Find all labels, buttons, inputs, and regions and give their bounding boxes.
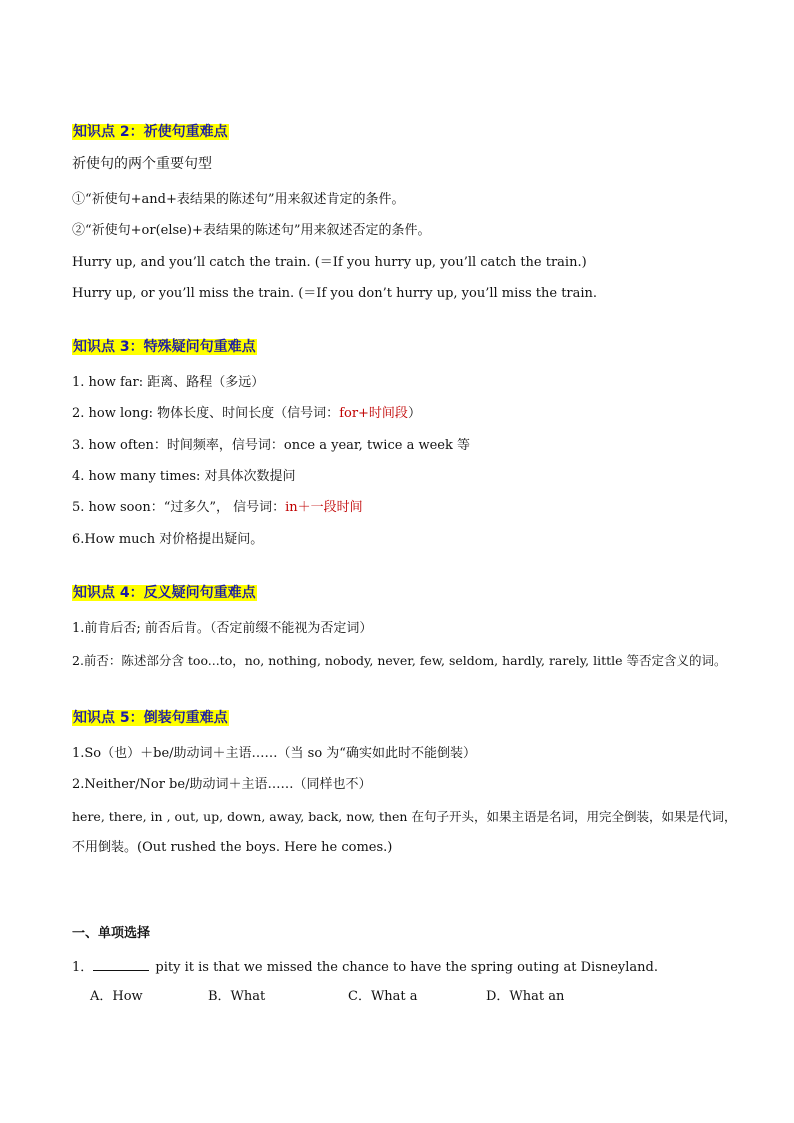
section-5-heading-line [72, 709, 229, 728]
section-2-subtitle: 祈使句的两个重要句型 [72, 156, 212, 172]
option-a[interactable]: A．How [90, 989, 143, 1004]
section-3-heading: 知识点 3：特殊疑问句重难点 [73, 339, 256, 355]
section-4-heading-line [72, 584, 257, 603]
section-3-item-6: 6.How much 对价格提出疑问。 [72, 532, 264, 547]
section-4-heading: 知识点 4：反义疑问句重难点 [73, 585, 256, 601]
section-5-item-4: 不用倒装。(Out rushed the boys. Here he comes.) [72, 840, 393, 855]
section-5-item-3: here, there, in , out, up, down, away, back, now, then 在句子开头，如果主语是名词，用完全倒装，如果是代词， [72, 809, 737, 824]
question-1 [72, 957, 658, 977]
option-b[interactable]: B．What [208, 989, 266, 1004]
section-3-item-5 [72, 499, 363, 517]
section-2-heading-line [72, 123, 229, 142]
question-1-text: pity it is that we missed the chance to have the spring outing at Disneyland. [151, 960, 659, 975]
section-3-item-3: 3. how often：时间频率，信号词：once a year, twice a week 等 [72, 438, 470, 453]
option-c[interactable]: C．What a [348, 989, 418, 1004]
section-4-item-2: 2.前否：陈述部分含 too...to，no, nothing, nobody, never, few, seldom, hardly, rarely, little 等否定含义的词。 [72, 653, 727, 668]
question-1-blank[interactable] [93, 957, 149, 971]
section-3-item-1: 1. how far: 距离、路程（多远） [72, 375, 265, 390]
section-4-item-1: 1.前肯后否; 前否后肯。（否定前缀不能视为否定词） [72, 621, 373, 636]
section-3-item-5-signal: in＋一段时间 [285, 500, 363, 515]
question-1-options [90, 988, 690, 1006]
section-3-item-4: 4. how many times: 对具体次数提问 [72, 469, 296, 484]
section-2-heading: 知识点 2：祈使句重难点 [73, 124, 228, 140]
section-5-item-1: 1.So（也）＋be/助动词＋主语……（当 so 为“确实如此时不能倒装） [72, 746, 476, 761]
section-2-point-2: ②“祈使句+or(else)+表结果的陈述句”用来叙述否定的条件。 [72, 223, 431, 238]
section-3-heading-line [72, 338, 257, 357]
section-3-item-2-signal: for+时间段 [339, 406, 408, 421]
section-2-point-1: ①“祈使句+and+表结果的陈述句”用来叙述肯定的条件。 [72, 192, 405, 207]
section-3-item-2-end: ） [407, 406, 421, 421]
section-5-item-2: 2.Neither/Nor be/助动词＋主语……（同样也不） [72, 777, 372, 792]
section-3-item-2 [72, 405, 421, 423]
section-3-item-2-text: 2. how long: 物体长度、时间长度（信号词： [72, 406, 340, 421]
question-1-number: 1． [72, 960, 94, 975]
option-d[interactable]: D．What an [486, 989, 565, 1004]
section-2-example-2: Hurry up, or you’ll miss the train. (＝If you don’t hurry up, you’ll miss the train. [72, 286, 598, 301]
exercise-title: 一、单项选择 [72, 926, 151, 941]
section-3-item-5-text: 5. how soon：“过多久”， 信号词： [72, 500, 286, 515]
section-5-heading: 知识点 5：倒装句重难点 [73, 710, 228, 726]
section-2-example-1: Hurry up, and you’ll catch the train. (＝If you hurry up, you’ll catch the train.) [72, 255, 587, 270]
